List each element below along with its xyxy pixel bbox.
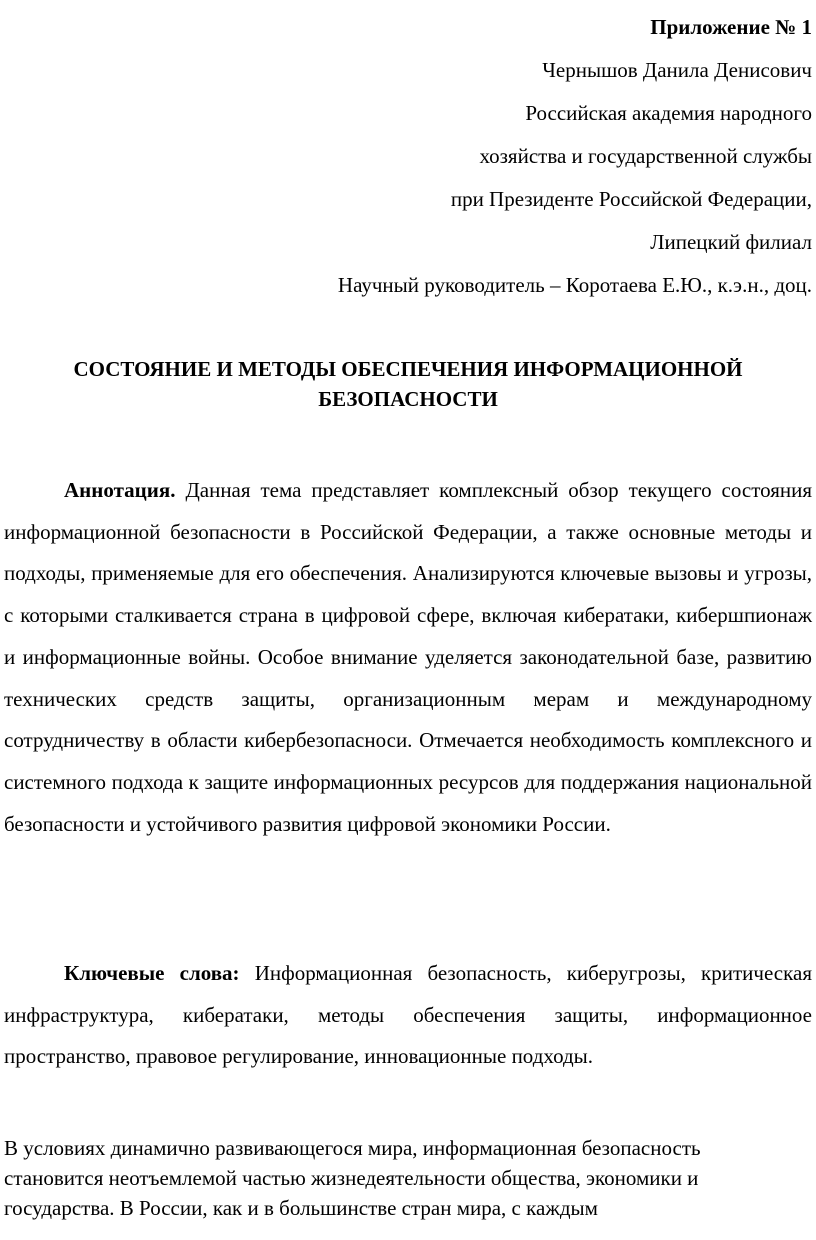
branch-name: Липецкий филиал [650,230,812,254]
article-title [0,354,816,414]
abstract-text: Данная тема представляет комплексный обзор текущего состояния информационной безопасности в Российской Федерации, а также основные методы и подходы, применяемые для его обеспечения. Анализируются ключевые вызовы и угрозы, с которыми сталкивается страна в цифровой сфере, включая кибератаки, кибершпионаж и информационные войны. Особое внимание уделяется законодательной базе, развитию технических средств защиты, организационным мерам и международному сотрудничеству в области кибербезопасноси. Отмечается необходимость комплексного и системного подхода к защите информационных ресурсов для поддержания национальной безопасности и устойчивого развития цифровой экономики России. [4,478,812,836]
abstract-label: Аннотация. [64,478,176,502]
intro-line-3: государства. В России, как и в большинстве стран мира, с каждым [4,1196,598,1220]
keywords-text: Информационная безопасность, киберугрозы, критическая инфраструктура, кибератаки, методы обеспечения защиты, информационное пространство, правовое регулирование, инновационные подходы. [4,961,812,1069]
keywords-label: Ключевые слова: [64,961,240,985]
appendix-label: Приложение № 1 [650,15,812,39]
title-line-1: СОСТОЯНИЕ И МЕТОДЫ ОБЕСПЕЧЕНИЯ ИНФОРМАЦИОННОЙ [73,357,743,381]
author-name: Чернышов Данила Денисович [542,58,812,82]
intro-paragraph [4,1133,812,1223]
keywords-paragraph [4,953,812,1078]
organization-line-3: при Президенте Российской Федерации, [450,187,812,211]
author-info-block [172,6,812,307]
organization-line-2: хозяйства и государственной службы [479,144,812,168]
abstract-paragraph [4,470,812,845]
intro-line-2: становится неотъемлемой частью жизнедеятельности общества, экономики и [4,1166,699,1190]
organization-line-1: Российская академия народного [525,101,812,125]
intro-line-1: В условиях динамично развивающегося мира, информационная безопасность [4,1136,701,1160]
title-line-2: БЕЗОПАСНОСТИ [318,387,498,411]
supervisor-info: Научный руководитель – Коротаева Е.Ю., к.э.н., доц. [337,273,812,297]
